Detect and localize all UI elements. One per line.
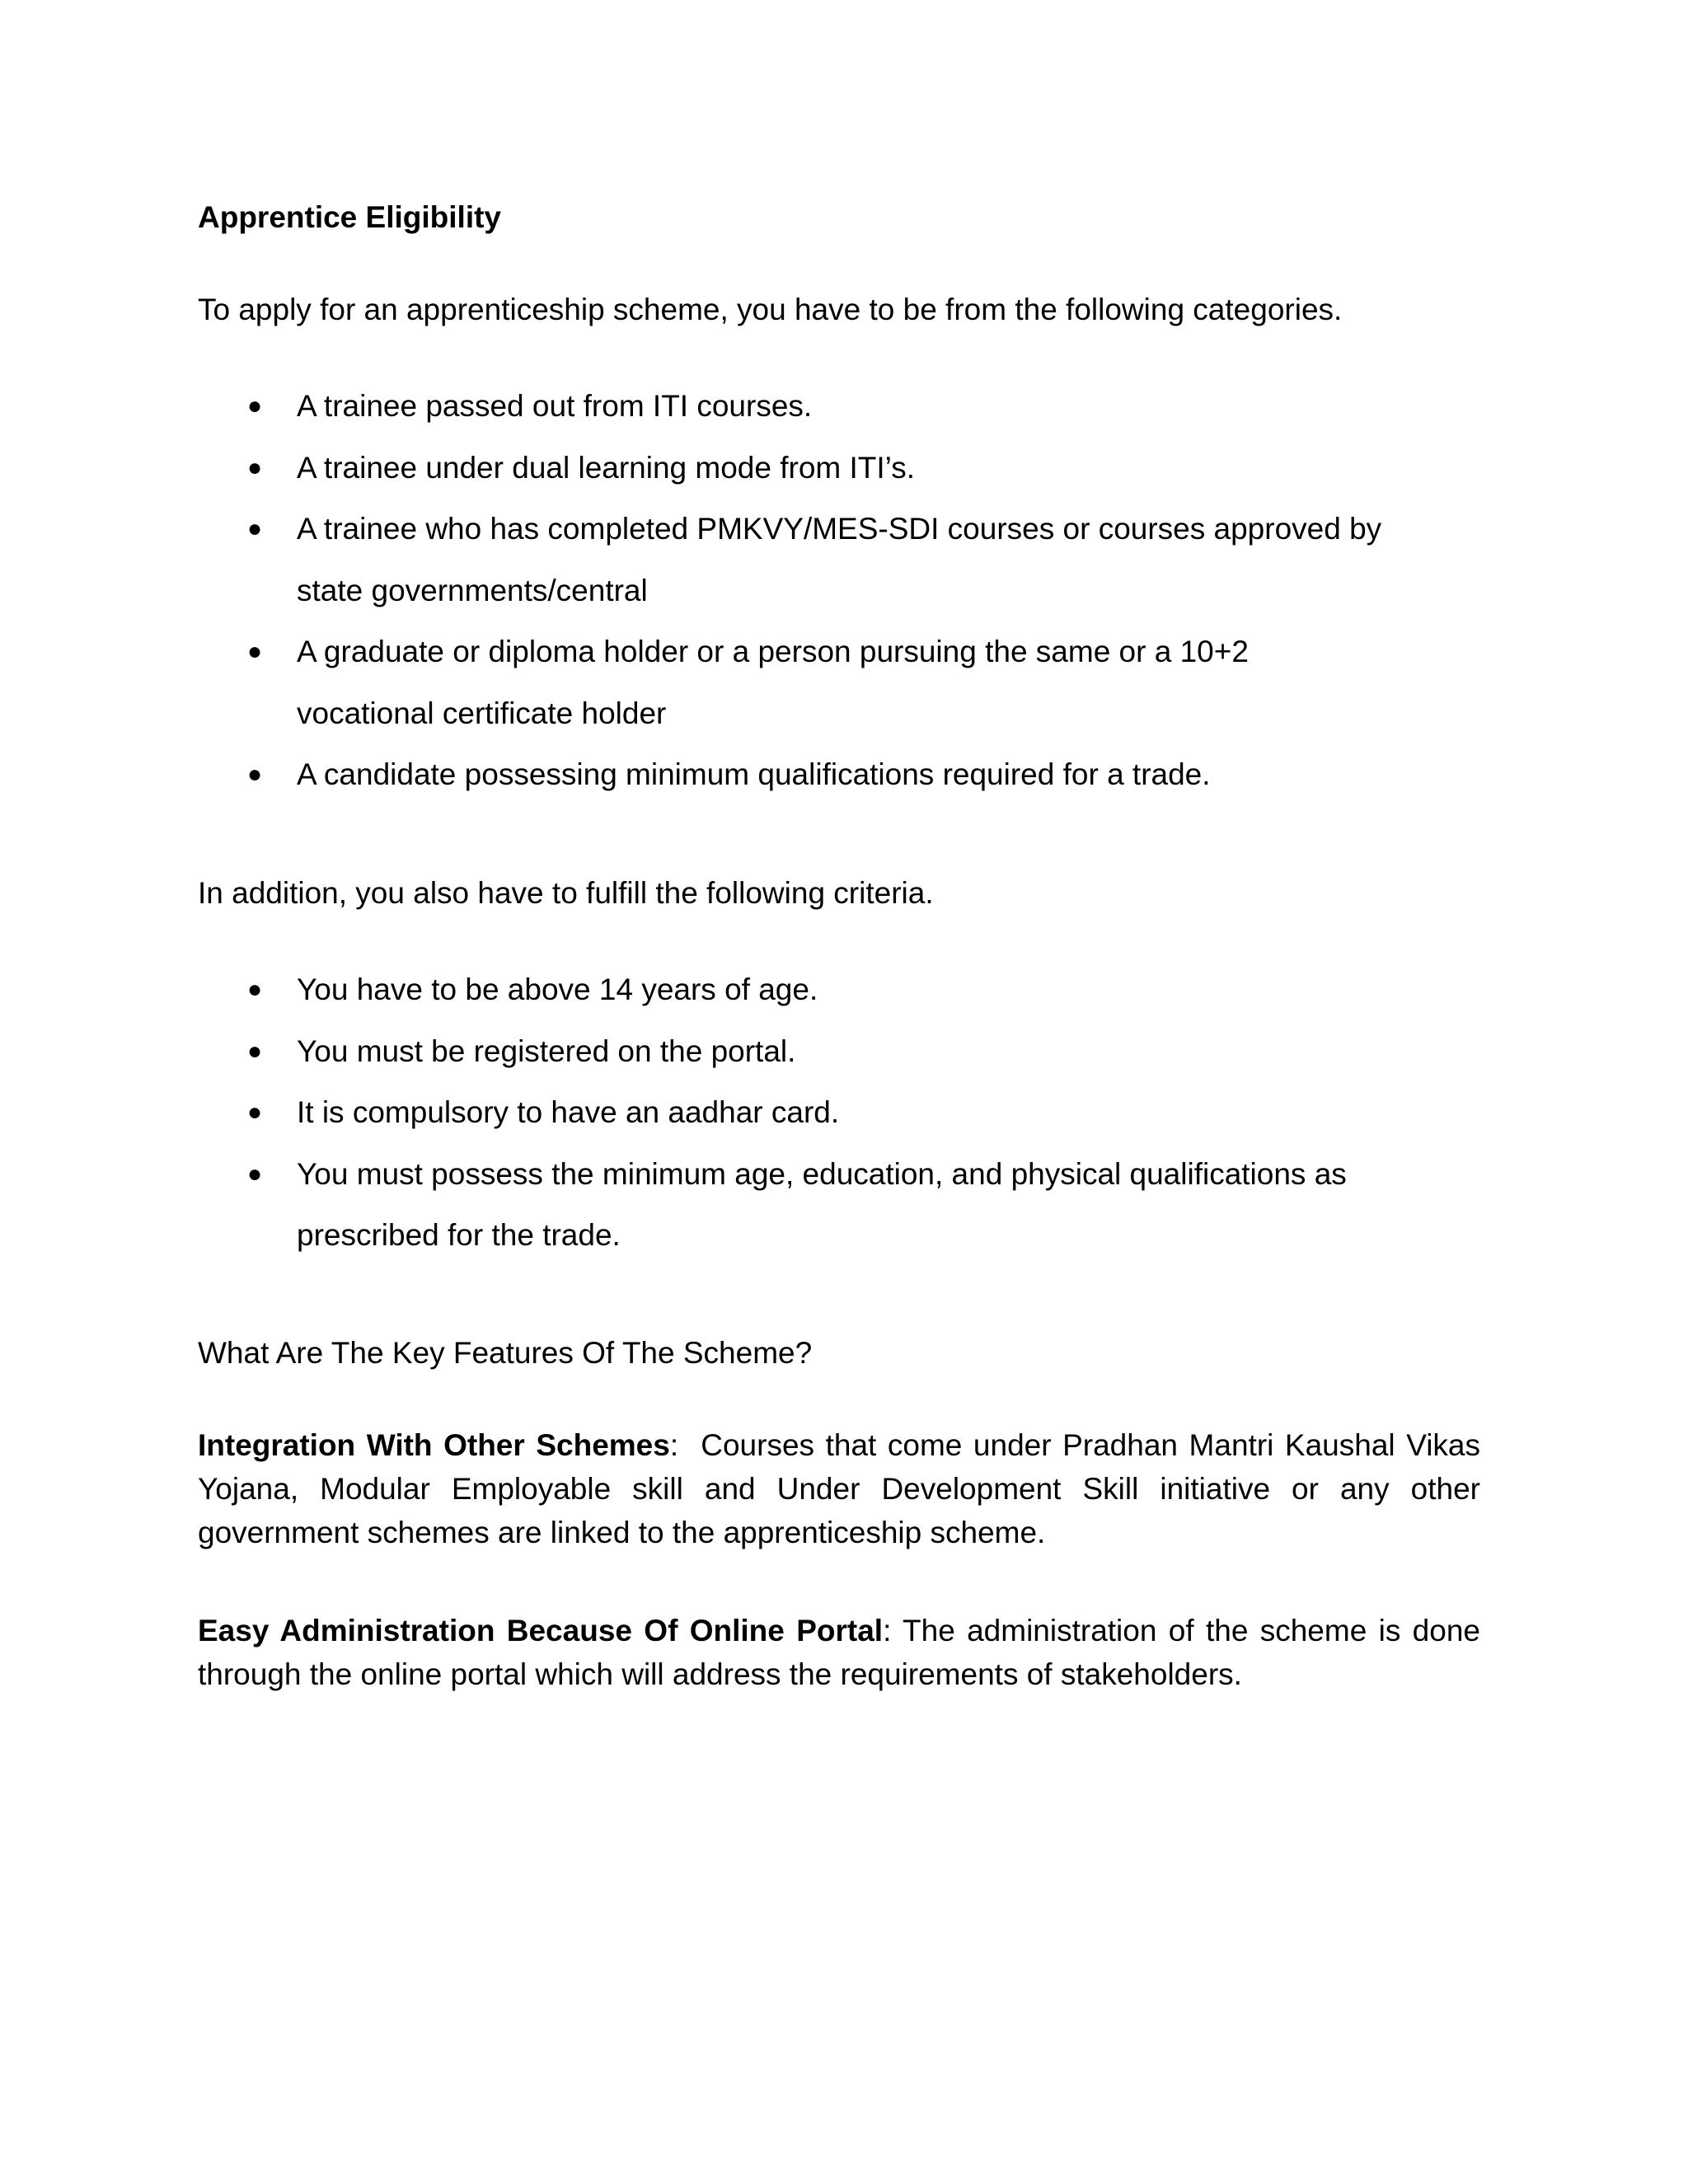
list-item (198, 376, 1484, 438)
list-item (198, 1144, 1484, 1267)
features-heading: What Are The Key Features Of The Scheme? (198, 1336, 813, 1370)
bullet-icon: ● (247, 1160, 263, 1188)
section-heading: Apprentice Eligibility (198, 200, 501, 234)
intro-paragraph: To apply for an apprenticeship scheme, you have to be from the following categories. (198, 293, 1343, 326)
list-item (198, 1021, 1484, 1083)
feature-text: The administration of the scheme is done through the online portal which will address the requirements of stakeholders. (198, 1614, 1480, 1691)
feature-paragraph-integration (198, 1423, 1480, 1554)
list-item-text: A trainee under dual learning mode from ITI’s. (297, 450, 916, 485)
bullet-icon: ● (247, 1099, 263, 1126)
feature-separator: : (669, 1428, 701, 1462)
criteria-intro-paragraph: In addition, you also have to fulfill the following criteria. (198, 876, 934, 910)
list-item-text: You have to be above 14 years of age. (297, 972, 818, 1006)
feature-title: Integration With Other Schemes (198, 1428, 670, 1462)
bullet-icon: ● (247, 761, 263, 788)
feature-title: Easy Administration Because Of Online Portal (198, 1614, 884, 1647)
bullet-icon: ● (247, 638, 263, 665)
bullet-icon: ● (247, 453, 263, 481)
bullet-icon: ● (247, 976, 263, 1003)
list-item-text: A graduate or diploma holder or a person pursuing the same or a 10+2 vocational certificate holder (297, 635, 1249, 730)
criteria-list (198, 959, 1484, 1267)
categories-list (198, 376, 1484, 806)
feature-text: Courses that come under Pradhan Mantri Kaushal Vikas Yojana, Modular Employable skill and Under Development Skill initiative or any other government schemes are linked to the apprenticeship scheme. (198, 1428, 1481, 1549)
feature-separator: : (883, 1614, 903, 1647)
feature-paragraph-administration (198, 1609, 1480, 1696)
list-item (198, 438, 1484, 499)
list-item-text: You must possess the minimum age, education, and physical qualifications as prescribed for the trade. (297, 1156, 1347, 1252)
list-item-text: A trainee who has completed PMKVY/MES-SDI courses or courses approved by state governments/central (297, 512, 1382, 607)
bullet-icon: ● (247, 392, 263, 419)
list-item (198, 959, 1484, 1021)
bullet-icon: ● (247, 515, 263, 542)
list-item (198, 1082, 1484, 1144)
list-item (198, 744, 1484, 806)
list-item-text: A candidate possessing minimum qualifications required for a trade. (297, 757, 1211, 791)
bullet-icon: ● (247, 1037, 263, 1065)
list-item-text: A trainee passed out from ITI courses. (297, 389, 813, 423)
list-item (198, 621, 1484, 744)
list-item-text: You must be registered on the portal. (297, 1033, 796, 1068)
list-item-text: It is compulsory to have an aadhar card. (297, 1095, 840, 1129)
list-item (198, 499, 1484, 621)
